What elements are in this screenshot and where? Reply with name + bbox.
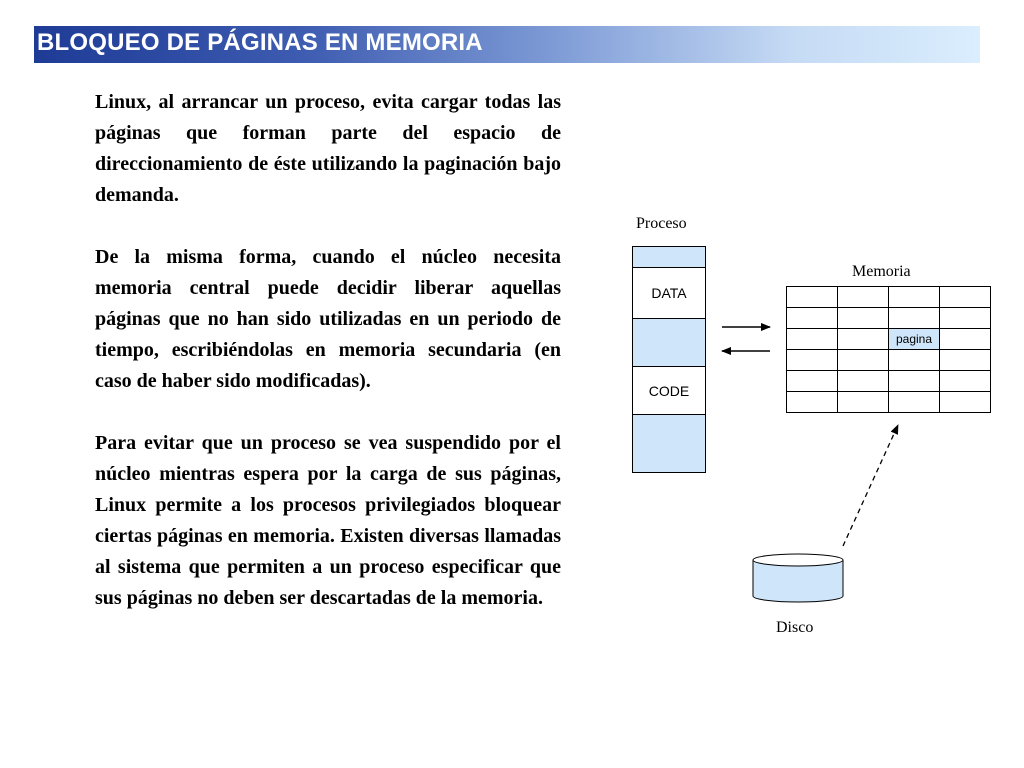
slide-title: BLOQUEO DE PÁGINAS EN MEMORIA bbox=[37, 29, 483, 56]
paragraph-3: Para evitar que un proceso se vea suspendido por el núcleo mientras espera por la carga de sus páginas, Linux permite a los procesos privilegiados bloquear ciertas páginas en memoria. Existen diversas llamadas al sistema que permiten a un proceso especificar que sus páginas no deben ser descartadas de la memoria. bbox=[95, 432, 561, 609]
memory-label: Memoria bbox=[852, 263, 911, 280]
process-label: Proceso bbox=[636, 215, 687, 232]
data-segment: DATA bbox=[633, 268, 705, 319]
page-cell: pagina bbox=[889, 329, 940, 350]
disk-label: Disco bbox=[776, 619, 814, 636]
disk-icon bbox=[753, 554, 843, 602]
code-segment: CODE bbox=[633, 367, 705, 415]
paragraph-1: Linux, al arrancar un proceso, evita cargar todas las páginas que forman parte del espacio de direccionamiento de éste utilizando la paginación bajo demanda. bbox=[95, 91, 561, 206]
paragraph-2: De la misma forma, cuando el núcleo necesita memoria central puede decidir liberar aquellas páginas que no han sido utilizadas en un periodo de tiempo, escribiéndolas en memoria secundaria (en caso de haber sido modificadas). bbox=[95, 246, 561, 392]
dashed-arrow-icon bbox=[843, 425, 898, 546]
